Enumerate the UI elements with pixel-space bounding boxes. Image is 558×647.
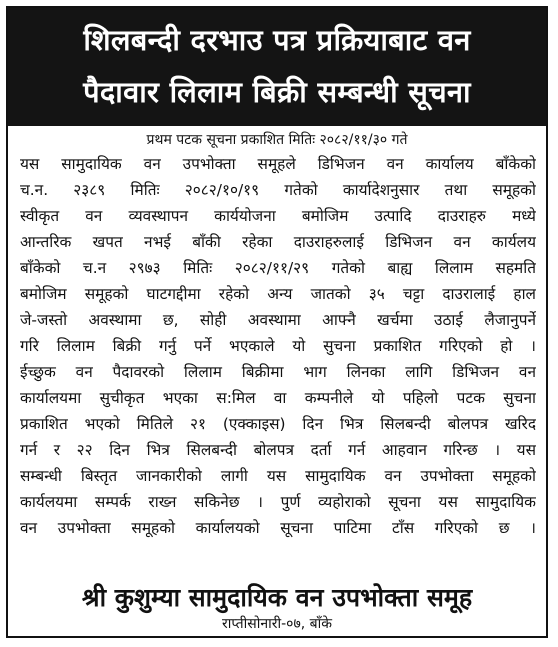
notice-title-line-1: शिलबन्दी दरभाउ पत्र प्रक्रियाबाट वन (83, 23, 471, 57)
notice-title-line-2: पैदावार लिलाम बिक्री सम्बन्धी सूचना (83, 75, 471, 109)
body-line: आन्तरिक खपत नभई बाँकी रहेका दाउराहरुलाई डिभिजन वन कार्यलय (20, 233, 536, 251)
body-line: च.न. २३८९ मितिः २०८२/१०/१९ गतेको कार्यादेशनुसार तथा समूहको (20, 181, 536, 199)
title-banner (8, 8, 546, 126)
body-line: वन उपभोक्ता समूहको कार्यालयको सूचना पाटिमा टाँस गरिएको छ । (20, 519, 536, 537)
body-line: जे-जस्तो अवस्थामा छ, सोही अवस्थामा आफ्नै खर्चमा उठाई लैजानुपर्ने (20, 311, 536, 329)
body-line: बाँकेको च.न २९७३ मितिः २०८२/११/२९ गतेको बाह्य लिलाम सहमति (20, 259, 536, 277)
organization-address: राप्तीसोनारी-०७, बाँके (222, 616, 332, 632)
body-line: ईच्छुक वन पैदावरको लिलाम बिक्रीमा भाग लिनका लागि डिभिजन वन (20, 363, 536, 381)
notice-body (20, 151, 536, 541)
body-line: कार्यालयमा सुचीकृत भएका स:मिल वा कम्पनीले यो पहिलो पटक सुचना (20, 389, 536, 407)
body-line: बमोजिम समूहको घाटगद्दीमा रहेको अन्य जातको ३५ चट्टा दाउरालाई हाल (20, 285, 536, 303)
body-line: यस सामुदायिक वन उपभोक्ता समूहले डिभिजन वन कार्यालय बाँकेको (20, 155, 536, 173)
body-line: स्वीकृत वन व्यवस्थापन कार्ययोजना बमोजिम उत्पादि दाउराहरु मध्ये (20, 207, 536, 225)
body-line: सम्बन्धी बिस्तृत जानकारीको लागी यस सामुदायिक वन उपभोक्ता समूहको (20, 467, 536, 485)
published-date-line: प्रथम पटक सूचना प्रकाशित मितिः २०८२/११/३० गते (146, 132, 408, 148)
notice-frame (6, 6, 548, 638)
body-line: प्रकाशित भएको मितिले २१ (एक्काइस) दिन भित्र सिलबन्दी बोलपत्र खरिद (20, 415, 536, 433)
body-line: कार्यलयमा सम्पर्क राख्न सकिनेछ । पुर्ण व्यहोराको सूचना यस सामुदायिक (20, 493, 536, 511)
body-line: गर्न र २२ दिन भित्र सिलबन्दी बोलपत्र दर्ता गर्न आहवान गरिन्छ । यस (20, 441, 536, 459)
organization-name: श्री कुशुम्या सामुदायिक वन उपभोक्ता समूह (81, 583, 473, 612)
body-line: गरि लिलाम बिक्री गर्नु पर्ने भएकाले यो सुचना प्रकाशित गरिएको हो । (20, 337, 536, 355)
